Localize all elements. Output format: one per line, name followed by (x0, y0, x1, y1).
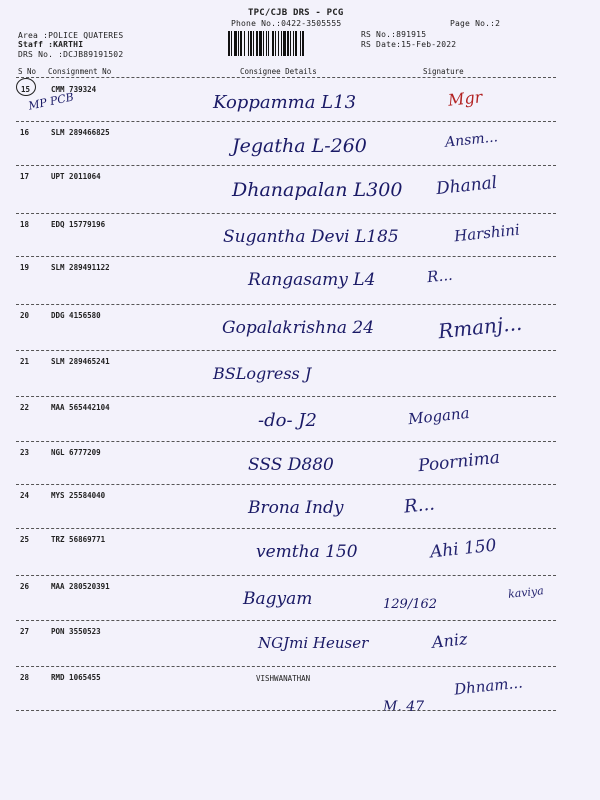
row-sno: 28 (20, 673, 30, 682)
row-sno: 26 (20, 582, 30, 591)
row-signature: Mogana (407, 403, 471, 429)
row-signature: Mgr (447, 87, 484, 110)
row-consignment: SLM 289491122 (51, 263, 110, 272)
row-consignment: MYS 25584040 (51, 491, 106, 500)
row-sno: 19 (20, 263, 30, 272)
row-consignee-handwritten: Dhanapalan L300 (232, 179, 403, 201)
row-consignment: MAA 280520391 (51, 582, 110, 591)
row-note-handwritten: MP PCB (27, 90, 75, 113)
row-signature: R... (402, 493, 436, 518)
row-consignment: CMM 739324 (51, 85, 97, 94)
row-divider (16, 484, 556, 485)
row-divider (16, 165, 556, 166)
col-consignment: Consignment No (48, 67, 112, 76)
row-consignment: PON 3550523 (51, 627, 101, 636)
row-consignee-handwritten: SSS D880 (248, 455, 334, 475)
row-divider (16, 441, 556, 442)
row-consignee-handwritten: Sugantha Devi L185 (223, 227, 399, 247)
row-signature: Dhanal (435, 172, 499, 200)
row-signature: R... (426, 265, 454, 287)
row-note-handwritten: 129/162 (383, 597, 438, 612)
row-divider (16, 528, 556, 529)
row-consignee-handwritten: Rangasamy L4 (248, 270, 376, 290)
staff-label: Staff :KARTHI (18, 40, 84, 49)
row-signature: kaviya (507, 584, 545, 601)
row-consignee-handwritten: Brona Indy (248, 498, 344, 518)
row-consignee-handwritten: vemtha 150 (256, 542, 358, 562)
row-sno: 22 (20, 403, 30, 412)
barcode (228, 31, 354, 56)
row-consignment: TRZ 56869771 (51, 535, 106, 544)
rs-number: RS No.:891915 (361, 30, 427, 39)
row-signature: Ahi 150 (429, 535, 498, 563)
row-consignee-handwritten: Koppamma L13 (213, 92, 357, 113)
row-sno: 17 (20, 172, 30, 181)
row-sno: 21 (20, 357, 30, 366)
row-divider (16, 213, 556, 214)
row-signature: Poornima (417, 447, 501, 477)
col-consignee: Consignee Details (240, 67, 317, 76)
row-sno: 16 (20, 128, 30, 137)
row-consignee-handwritten: M. 47 (383, 699, 425, 715)
row-divider (16, 620, 556, 621)
row-divider (16, 350, 556, 351)
row-divider (16, 121, 556, 122)
row-sno: 18 (20, 220, 30, 229)
row-divider (16, 396, 556, 397)
row-consignee-handwritten: Bagyam (243, 589, 313, 609)
row-signature: Aniz (431, 629, 469, 652)
row-consignee-handwritten: NGJmi Heuser (258, 634, 369, 652)
row-consignee-handwritten: BSLogress J (213, 364, 312, 383)
document-title: TPC/CJB DRS - PCG (248, 8, 344, 18)
row-consignment: RMD 1065455 (51, 673, 101, 682)
row-sno: 24 (20, 491, 30, 500)
row-consignee-handwritten: -do- J2 (258, 410, 317, 431)
row-consignee-handwritten: Jegatha L-260 (232, 135, 367, 157)
row-consignment: UPT 2011064 (51, 172, 101, 181)
header-divider (16, 77, 556, 78)
row-divider (16, 710, 556, 711)
col-signature: Signature (423, 67, 464, 76)
row-divider (16, 666, 556, 667)
row-signature: Ansm... (444, 129, 499, 151)
row-consignment: DDG 4156580 (51, 311, 101, 320)
row-sno: 25 (20, 535, 30, 544)
drs-number: DRS No. :DCJB89191502 (18, 50, 124, 59)
phone-number: Phone No.:0422-3505555 (231, 19, 342, 28)
row-signature: Dhnam... (453, 673, 524, 699)
row-sno: 20 (20, 311, 30, 320)
row-divider (16, 304, 556, 305)
row-sno: 15 (21, 85, 31, 94)
row-consignee-handwritten: Gopalakrishna 24 (222, 318, 375, 338)
page-number: Page No.:2 (450, 19, 501, 28)
col-sno: S No (18, 67, 37, 76)
row-signature: Rmanj... (436, 310, 524, 344)
row-consignment: MAA 565442104 (51, 403, 110, 412)
rs-date: RS Date:15-Feb-2022 (361, 40, 457, 49)
row-consignment: SLM 289466825 (51, 128, 110, 137)
row-consignment: SLM 289465241 (51, 357, 110, 366)
row-sno: 23 (20, 448, 30, 457)
row-consignment: EDQ 15779196 (51, 220, 106, 229)
area-label: Area :POLICE QUATERES (18, 31, 124, 40)
row-divider (16, 575, 556, 576)
row-sno: 27 (20, 627, 30, 636)
row-signature: Harshini (453, 220, 521, 246)
row-divider (16, 256, 556, 257)
row-printed-name: VISHWANATHAN (256, 674, 311, 683)
row-consignment: NGL 6777209 (51, 448, 101, 457)
